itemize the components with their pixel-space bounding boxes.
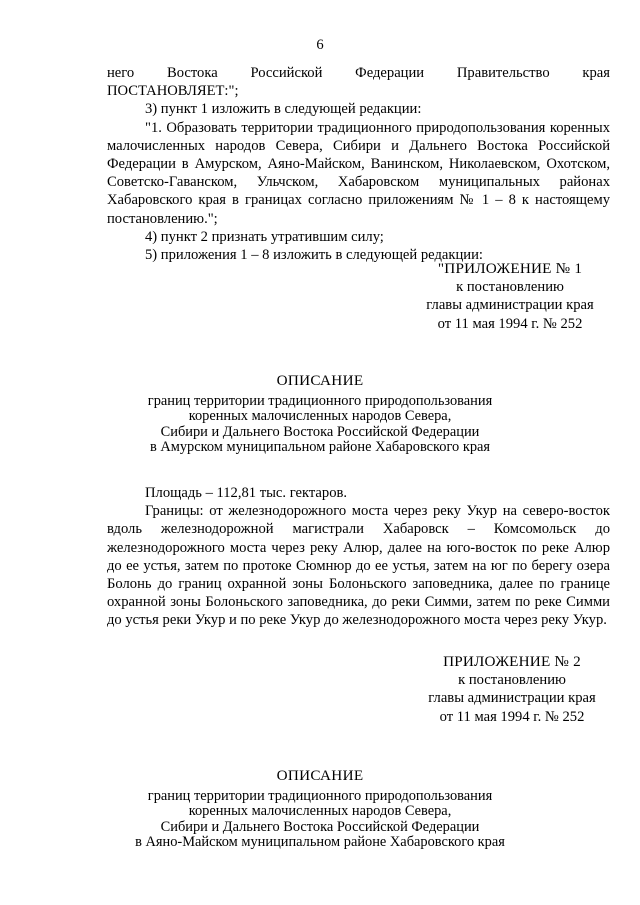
appendix-2-title: ПРИЛОЖЕНИЕ № 2 (443, 653, 581, 670)
page-number: 6 (316, 37, 324, 53)
description-1-line-1: границ территории традиционного природопользования (147, 393, 493, 410)
description-1-heading (0, 372, 640, 455)
item-3: 3) пункт 1 изложить в следующей редакции: (145, 101, 422, 118)
appendix-2-line-4: от 11 мая 1994 г. № 252 (439, 708, 585, 725)
appendix-1-title: "ПРИЛОЖЕНИЕ № 1 (437, 260, 583, 277)
borders-text: Границы: от железнодорожного моста через реку Укур на северо-восток вдоль железнодорожной магистрали Хабаровск – Комсомольск до железнодорожного моста через реку Алюр, далее на юго-восток по реке Алюр до ее устья, затем по протоке Сюмнюр до ее устья, затем на юг по берегу озера Болонь до границ охранной зоны Болоньского заповедника, далее по границе охранной зоны Болоньского заповедника, до реки Симми, затем по реке Симми до устья реки Укур и по реке Укур до железнодорожного моста через реку Укур. (107, 503, 610, 629)
description-1-title: ОПИСАНИЕ (276, 372, 364, 389)
appendix-1-line-2: к постановлению (456, 279, 564, 296)
description-2-line-4: в Аяно-Майском муниципальном районе Хабаровского края (135, 833, 505, 850)
item-5: 5) приложения 1 – 8 изложить в следующей редакции: (145, 247, 483, 264)
area-text: Площадь – 112,81 тыс. гектаров. (145, 485, 348, 501)
appendix-2-header (412, 653, 612, 726)
item-4: 4) пункт 2 признать утратившим силу; (145, 228, 384, 245)
item-3-quote: "1. Образовать территории традиционного природопользования коренных малочисленных народов Севера, Сибири и Дальнего Востока Российской Федерации в Амурском, Аяно-Майском, Ванинском, Николаевском, Охотском, Советско-Гаванском, Ульчском, Хабаровском муниципальных районах Хабаровского края в границах согласно приложениям № 1 – 8 к настоящему постановлению."; (107, 119, 610, 227)
intro-section (107, 64, 610, 264)
intro-line-2: ПОСТАНОВЛЯЕТ:"; (107, 83, 239, 100)
description-2-line-3: Сибири и Дальнего Востока Российской Федерации (160, 818, 480, 835)
description-1-line-3: Сибири и Дальнего Востока Российской Федерации (160, 423, 480, 440)
appendix-1-line-4: от 11 мая 1994 г. № 252 (437, 315, 583, 332)
appendix-1-line-3: главы администрации края (426, 297, 594, 314)
description-2-heading (0, 767, 640, 850)
intro-line-1: него Востока Российской Федерации Правительство края (107, 65, 610, 81)
appendix-2-line-2: к постановлению (458, 672, 566, 689)
appendix-1-header (410, 260, 610, 333)
description-1-line-4: в Амурском муниципальном районе Хабаровского края (149, 438, 491, 455)
description-2-line-2: коренных малочисленных народов Севера, (188, 803, 452, 820)
description-2-title: ОПИСАНИЕ (276, 767, 364, 784)
description-1-body (107, 484, 610, 630)
description-2-line-1: границ территории традиционного природопользования (147, 788, 493, 805)
appendix-2-line-3: главы администрации края (428, 690, 596, 707)
description-1-line-2: коренных малочисленных народов Севера, (188, 408, 452, 425)
